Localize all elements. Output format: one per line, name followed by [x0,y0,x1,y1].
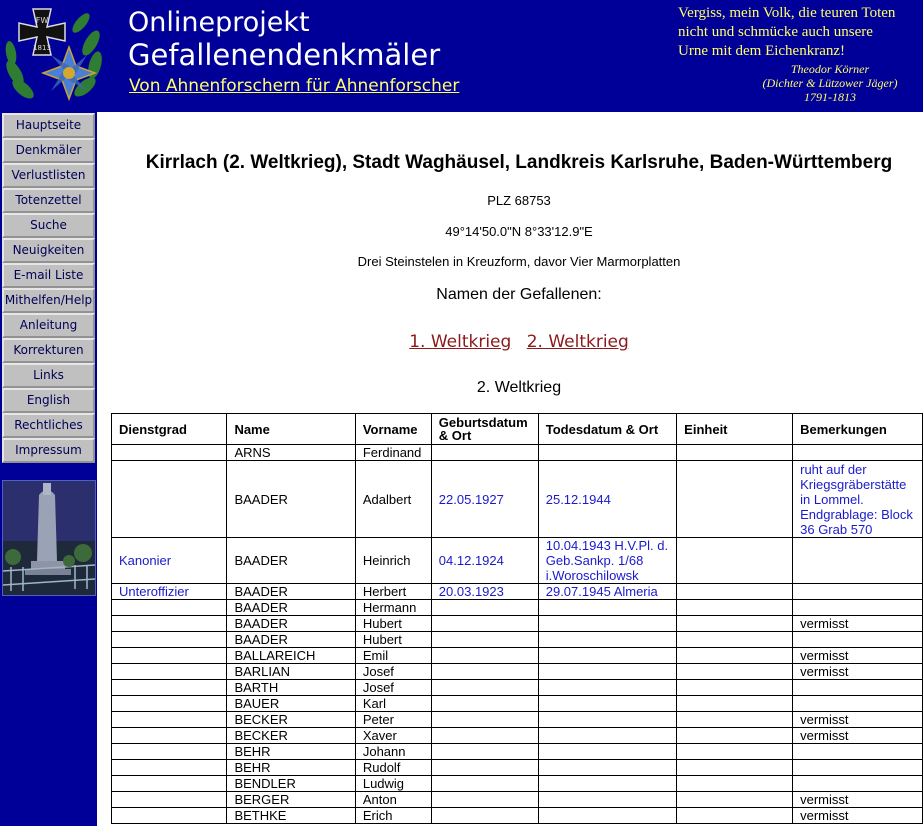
cell-death [538,776,676,792]
table-body [112,445,923,824]
cell-notes [793,696,923,712]
cell-birth [431,776,538,792]
cell-death [538,648,676,664]
nav-anleitung[interactable]: Anleitung [2,313,95,338]
cell-rank [112,728,227,744]
cell-birth [431,728,538,744]
col-header-birth: Geburtsdatum & Ort [431,414,538,445]
cell-rank [112,712,227,728]
nav-totenzettel[interactable]: Totenzettel [2,188,95,213]
cell-name: ARNS [227,445,355,461]
site-subtitle[interactable]: Von Ahnenforschern für Ahnenforscher [129,76,460,96]
nav-mithelfen[interactable]: Mithelfen/Help [2,288,95,313]
cell-rank [112,648,227,664]
cell-notes [793,600,923,616]
cell-notes: vermisst [793,664,923,680]
cell-rank [112,744,227,760]
table-row [112,664,923,680]
nav-korrekturen[interactable]: Korrekturen [2,338,95,363]
cell-unit [677,776,793,792]
cell-death [538,696,676,712]
casualty-table [111,413,923,824]
cell-first-name: Johann [355,744,431,760]
cell-name: BETHKE [227,808,355,824]
page-title: Kirrlach (2. Weltkrieg), Stadt Waghäusel, Landkreis Karlsruhe, Baden-Württemberg [145,152,893,173]
cell-unit [677,461,793,538]
col-header-rank: Dienstgrad [112,414,227,445]
iron-cross-logo[interactable] [3,3,103,107]
cell-first-name: Hubert [355,616,431,632]
cell-rank [112,792,227,808]
cell-notes [793,632,923,648]
cell-notes [793,744,923,760]
cell-notes [793,538,923,584]
cell-death: 29.07.1945 Almeria [538,584,676,600]
table-row [112,744,923,760]
table-row [112,538,923,584]
table-row [112,616,923,632]
cell-birth [431,600,538,616]
col-header-unit: Einheit [677,414,793,445]
cell-birth [431,744,538,760]
cell-birth [431,712,538,728]
nav-links[interactable]: Links [2,363,95,388]
cell-birth [431,792,538,808]
cell-name: BERGER [227,792,355,808]
cell-death [538,760,676,776]
col-header-notes: Bemerkungen [793,414,923,445]
cell-name: BARLIAN [227,664,355,680]
quote-author-line: Theodor Körner [790,62,870,76]
quote-line: nicht und schmücke auch unsere [678,24,873,40]
nav-hauptseite[interactable]: Hauptseite [2,113,95,138]
list-heading: 2. Weltkrieg [476,379,562,396]
site-title-line1: Onlineprojekt [128,7,310,38]
sidebar [0,112,97,826]
cell-name: BEHR [227,744,355,760]
main-content [97,112,923,826]
cell-rank: Unteroffizier [112,584,227,600]
cell-name: BAADER [227,584,355,600]
cell-rank [112,600,227,616]
nav-impressum[interactable]: Impressum [2,438,95,463]
cell-death: 10.04.1943 H.V.Pl. d. Geb.Sankp. 1/68 i.Woroschilowsk [538,538,676,584]
logo-text-year: 1813 [33,44,51,52]
cell-rank [112,632,227,648]
table-row [112,600,923,616]
cell-name: BECKER [227,712,355,728]
quote-author [740,62,920,104]
cell-birth [431,616,538,632]
cell-death [538,744,676,760]
quote-author-line: (Dichter & Lützower Jäger) [762,76,898,90]
table-row [112,712,923,728]
cell-notes: vermisst [793,616,923,632]
cell-unit [677,696,793,712]
cell-birth [431,760,538,776]
table-row [112,776,923,792]
quote [678,4,923,61]
cell-rank [112,461,227,538]
cell-first-name: Anton [355,792,431,808]
cell-unit [677,760,793,776]
cell-birth [431,696,538,712]
cell-name: BAADER [227,461,355,538]
table-header-row [112,414,923,445]
cell-rank [112,776,227,792]
coordinates: 49°14'50.0"N 8°33'12.9"E [445,224,593,239]
cell-birth: 20.03.1923 [431,584,538,600]
cell-death [538,664,676,680]
cell-unit [677,600,793,616]
cell-first-name: Peter [355,712,431,728]
postal-code: PLZ 68753 [487,193,551,208]
cell-name: BENDLER [227,776,355,792]
cell-death [538,680,676,696]
cell-notes: ruht auf der Kriegsgräberstätte in Lommel. Endgrablage: Block 36 Grab 570 [793,461,923,538]
cell-rank [112,808,227,824]
cell-notes: vermisst [793,712,923,728]
cell-death [538,632,676,648]
nav-verlustlisten[interactable]: Verlustlisten [2,163,95,188]
cell-birth [431,648,538,664]
cell-unit [677,616,793,632]
cell-name: BARTH [227,680,355,696]
cell-name: BAADER [227,600,355,616]
cell-death [538,792,676,808]
war-links [97,332,923,352]
cell-notes [793,776,923,792]
cell-unit [677,792,793,808]
cell-unit [677,680,793,696]
cell-death [538,616,676,632]
cell-name: BAADER [227,632,355,648]
cell-rank [112,696,227,712]
cell-birth [431,664,538,680]
cell-first-name: Emil [355,648,431,664]
cell-first-name: Adalbert [355,461,431,538]
cell-unit [677,728,793,744]
cell-first-name: Ferdinand [355,445,431,461]
table-row [112,808,923,824]
cell-first-name: Josef [355,680,431,696]
cell-first-name: Josef [355,664,431,680]
cell-name: BALLAREICH [227,648,355,664]
col-header-first-name: Vorname [355,414,431,445]
nav-suche[interactable]: Suche [2,213,95,238]
cell-notes: vermisst [793,792,923,808]
cell-first-name: Xaver [355,728,431,744]
cell-notes [793,584,923,600]
cell-first-name: Hermann [355,600,431,616]
cell-death [538,445,676,461]
cell-unit [677,445,793,461]
cell-name: BAADER [227,616,355,632]
cell-name: BECKER [227,728,355,744]
cell-rank [112,664,227,680]
table-row [112,584,923,600]
cell-rank: Kanonier [112,538,227,584]
memorial-photo[interactable] [2,480,96,596]
nav-rechtliches[interactable]: Rechtliches [2,413,95,438]
cell-unit [677,712,793,728]
col-header-name: Name [227,414,355,445]
cell-name: BEHR [227,760,355,776]
cell-first-name: Erich [355,808,431,824]
cell-rank [112,760,227,776]
cell-notes: vermisst [793,728,923,744]
cell-birth: 22.05.1927 [431,461,538,538]
table-row [112,792,923,808]
cell-birth [431,632,538,648]
cell-notes: vermisst [793,648,923,664]
cell-first-name: Rudolf [355,760,431,776]
cell-unit [677,648,793,664]
table-row [112,760,923,776]
cell-death [538,808,676,824]
cell-unit [677,584,793,600]
quote-line: Vergiss, mein Volk, die teuren Toten [678,5,896,21]
cell-death: 25.12.1944 [538,461,676,538]
cell-birth [431,680,538,696]
cell-unit [677,538,793,584]
cell-rank [112,445,227,461]
nav-denkmaeler[interactable]: Denkmäler [2,138,95,163]
cell-first-name: Herbert [355,584,431,600]
nav-english[interactable]: English [2,388,95,413]
cell-death [538,600,676,616]
cell-unit [677,664,793,680]
cell-first-name: Karl [355,696,431,712]
names-heading: Namen der Gefallenen: [436,286,602,303]
cell-birth [431,808,538,824]
memorial-description: Drei Steinstelen in Kreuzform, davor Vier Marmorplatten [357,254,681,269]
cell-death [538,712,676,728]
table-row [112,728,923,744]
link-ww1[interactable]: 1. Weltkrieg [409,332,512,352]
cell-first-name: Ludwig [355,776,431,792]
nav-email-liste[interactable]: E-mail Liste [2,263,95,288]
cell-birth [431,445,538,461]
cell-notes [793,760,923,776]
cell-rank [112,616,227,632]
cell-name: BAUER [227,696,355,712]
site-header [0,0,923,112]
cell-notes [793,445,923,461]
site-title-line2: Gefallenendenkmäler [128,38,441,72]
table-row [112,680,923,696]
link-ww2[interactable]: 2. Weltkrieg [526,332,629,352]
cell-name: BAADER [227,538,355,584]
logo-text-top: FW [35,16,49,25]
cell-notes [793,680,923,696]
cell-unit [677,808,793,824]
table-row [112,632,923,648]
table-row [112,445,923,461]
nav-neuigkeiten[interactable]: Neuigkeiten [2,238,95,263]
table-row [112,461,923,538]
quote-author-line: 1791-1813 [804,90,856,104]
cell-unit [677,744,793,760]
site-title [128,6,440,72]
cell-unit [677,632,793,648]
cell-first-name: Hubert [355,632,431,648]
table-row [112,648,923,664]
col-header-death: Todesdatum & Ort [538,414,676,445]
quote-line: Urne mit dem Eichenkranz! [678,43,846,59]
cell-first-name: Heinrich [355,538,431,584]
cell-birth: 04.12.1924 [431,538,538,584]
cell-notes: vermisst [793,808,923,824]
cell-death [538,728,676,744]
table-row [112,696,923,712]
cell-rank [112,680,227,696]
